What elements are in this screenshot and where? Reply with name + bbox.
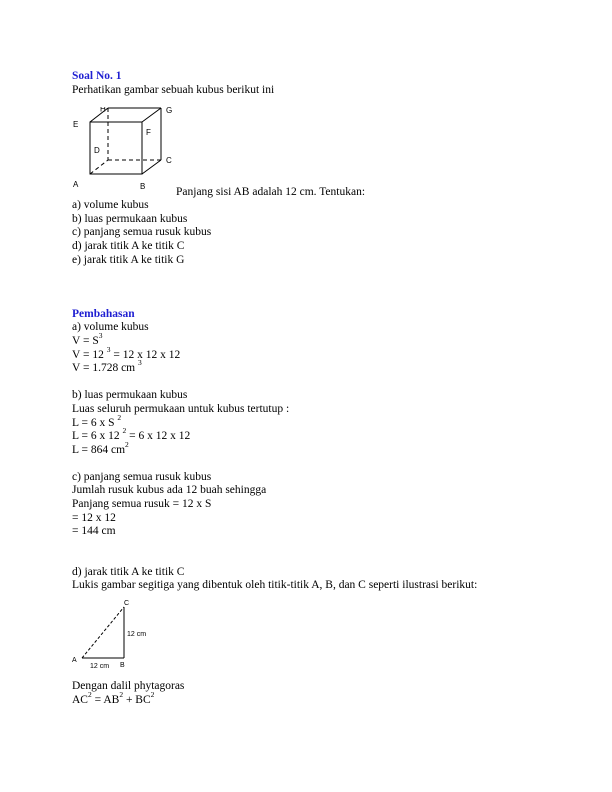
- cube-label-a: A: [73, 180, 79, 190]
- pb-line2: L = 6 x S $^2$: [72, 412, 122, 429]
- pb-line3: L = 6 x 12 $^2$ = 6 x 12 x 12: [72, 426, 191, 443]
- triangle-label-bc: 12 cm: [127, 631, 147, 639]
- pc-title: c) panjang semua rusuk kubus: [72, 470, 212, 483]
- pc-line4: = 144 cm: [72, 525, 116, 538]
- soal-item-c: c) panjang semua rusuk kubus: [72, 226, 212, 239]
- cube-edge-fg: [142, 108, 161, 122]
- pa-line1: $V = S^3$: [72, 331, 103, 347]
- soal-heading: Soal No. 1: [72, 70, 122, 82]
- pd-line2: Dengan dalil phytagoras: [72, 680, 185, 693]
- pd-title: d) jarak titik A ke titik C: [72, 565, 185, 578]
- pb-title: b) luas permukaan kubus: [72, 389, 188, 402]
- pembahasan-heading: Pembahasan: [72, 307, 135, 320]
- triangle-label-ab: 12 cm: [90, 663, 110, 670]
- triangle-side-ac: [82, 607, 124, 658]
- triangle-label-a: A: [72, 657, 77, 665]
- pd-equation: $AC^2 = AB^2 + BC^2$: [72, 689, 155, 706]
- triangle-figure: [72, 599, 552, 669]
- pc-line1: Jumlah rusuk kubus ada 12 buah sehingga: [72, 484, 267, 497]
- cube-label-d: D: [94, 146, 100, 156]
- cube-label-c: C: [166, 156, 172, 166]
- document-page: [72, 70, 552, 707]
- cube-label-h: H: [100, 107, 106, 114]
- triangle-diagram: [72, 599, 192, 669]
- cube-edge-ad: [90, 160, 108, 174]
- cube-edge-bc: [142, 160, 161, 174]
- soal-intro: Perhatikan gambar sebuah kubus berikut ini: [72, 83, 275, 96]
- pc-line3: = 12 x 12: [72, 511, 116, 524]
- cube-caption: Panjang sisi AB adalah 12 cm. Tentukan:: [176, 186, 366, 199]
- pb-line1: Luas seluruh permukaan untuk kubus tertutup :: [72, 402, 290, 415]
- pa-line2: V = 12 $^3$ = 12 x 12 x 12: [72, 344, 181, 361]
- cube-label-g: G: [166, 107, 173, 116]
- pc-line2: Panjang semua rusuk = 12 x S: [72, 498, 212, 511]
- soal-item-b: b) luas permukaan kubus: [72, 212, 188, 225]
- cube-label-f: F: [146, 128, 151, 138]
- cube-figure: [72, 107, 552, 199]
- pd-line1: Lukis gambar segitiga yang dibentuk oleh titik-titik A, B, dan C seperti ilustrasi berikut:: [72, 579, 478, 592]
- pa-line3: V = 1.728 cm $^3$: [72, 358, 142, 375]
- triangle-label-c: C: [124, 600, 130, 608]
- pb-line4: L = 864 $cm^2$: [72, 439, 129, 456]
- soal-item-e: e) jarak titik A ke titik G: [72, 253, 185, 266]
- soal-item-d: d) jarak titik A ke titik C: [72, 239, 185, 252]
- cube-label-b: B: [140, 182, 146, 192]
- soal-item-a: a) volume kubus: [72, 199, 149, 212]
- cube-label-e: E: [73, 120, 79, 130]
- triangle-label-b: B: [120, 662, 125, 670]
- cube-diagram: [72, 107, 176, 199]
- pa-title: a) volume kubus: [72, 321, 149, 334]
